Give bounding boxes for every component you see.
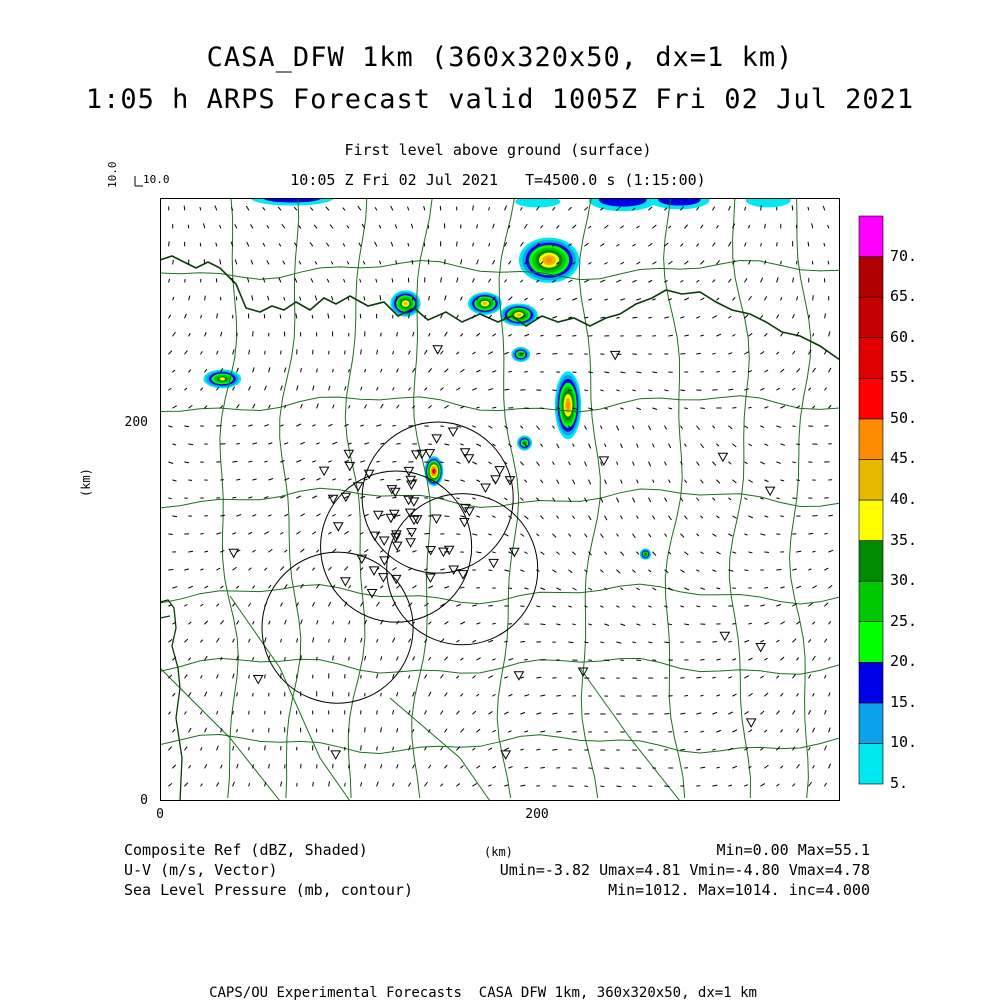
forecast-map-plot — [160, 198, 840, 801]
colorbar-swatch-1 — [859, 743, 883, 784]
colorbar-swatch-9 — [859, 419, 883, 460]
footer-field-2: U-V (m/s, Vector) — [124, 861, 278, 879]
colorbar-label-12: 60. — [890, 327, 918, 346]
colorbar-swatch-6 — [859, 541, 883, 582]
title-line-2: 1:05 h ARPS Forecast valid 1005Z Fri 02 Jul 2021 — [85, 84, 915, 115]
credit-line: CAPS/OU Experimental Forecasts CASA DFW 1km, 360x320x50, dx=1 km — [209, 985, 757, 1001]
colorbar-swatch-8 — [859, 459, 883, 500]
vector-scale-horizontal-label: 10.0 — [143, 173, 170, 186]
colorbar-label-6: 30. — [890, 571, 918, 590]
colorbar-swatch-3 — [859, 662, 883, 703]
colorbar-swatch-4 — [859, 622, 883, 663]
title-line-1: CASA_DFW 1km (360x320x50, dx=1 km) — [206, 42, 794, 73]
colorbar-swatch-14 — [859, 216, 883, 257]
colorbar-label-1: 5. — [890, 774, 909, 792]
echo-shade-9 — [567, 402, 570, 410]
x-tick-label-200: 200 — [525, 807, 549, 822]
colorbar-label-9: 45. — [890, 449, 918, 468]
colorbar-label-8: 40. — [890, 490, 918, 508]
subtitle-valid-time: 10:05 Z Fri 02 Jul 2021 T=4500.0 s (1:15:00) — [290, 171, 706, 189]
colorbar-label-2: 10. — [890, 733, 918, 752]
colorbar-label-7: 35. — [890, 530, 918, 549]
echo-cell — [640, 548, 651, 559]
colorbar-label-10: 50. — [890, 408, 918, 427]
y-axis-label: (km) — [79, 468, 93, 497]
footer-field-3: Sea Level Pressure (mb, contour) — [124, 881, 413, 899]
colorbar-swatch-2 — [859, 703, 883, 744]
echo-shade-8 — [483, 302, 487, 305]
echo-cell — [517, 435, 532, 450]
subtitle-level: First level above ground (surface) — [344, 141, 652, 159]
echo-cell — [468, 292, 502, 315]
echo-shade-8 — [517, 313, 522, 316]
colorbar-label-14: 70. — [890, 246, 918, 265]
footer-stats-wind: Umin=-3.82 Umax=4.81 Vmin=-4.80 Vmax=4.78 — [499, 861, 870, 879]
footer-stats-pressure: Min=1012. Max=1014. inc=4.000 — [608, 881, 870, 899]
colorbar-swatch-7 — [859, 500, 883, 541]
colorbar-label-13: 65. — [890, 287, 918, 306]
colorbar-swatch-12 — [859, 297, 883, 338]
footer-field-1: Composite Ref (dBZ, Shaded) — [124, 841, 368, 859]
y-tick-label-0: 0 — [140, 793, 148, 808]
colorbar-label-4: 20. — [890, 652, 918, 671]
colorbar-swatch-10 — [859, 378, 883, 419]
echo-cell — [203, 369, 241, 388]
echo-shade-9 — [546, 258, 553, 263]
colorbar-swatch-13 — [859, 257, 883, 298]
echo-cell — [555, 371, 581, 439]
echo-shade-6 — [644, 553, 647, 556]
echo-shade-8 — [404, 302, 408, 305]
x-axis-unit-label: (km) — [484, 845, 513, 859]
colorbar-swatch-11 — [859, 338, 883, 379]
colorbar-label-5: 25. — [890, 611, 918, 630]
footer-stats-reflectivity: Min=0.00 Max=55.1 — [716, 841, 870, 859]
x-tick-label-0: 0 — [156, 807, 164, 822]
echo-shade-7 — [220, 377, 225, 380]
vector-scale-vertical-label: 10.0 — [106, 161, 119, 188]
colorbar-swatch-5 — [859, 581, 883, 622]
y-tick-label-200: 200 — [124, 415, 148, 430]
colorbar-label-11: 55. — [890, 368, 918, 387]
colorbar-label-3: 15. — [890, 692, 918, 711]
echo-shade-11 — [432, 470, 435, 473]
